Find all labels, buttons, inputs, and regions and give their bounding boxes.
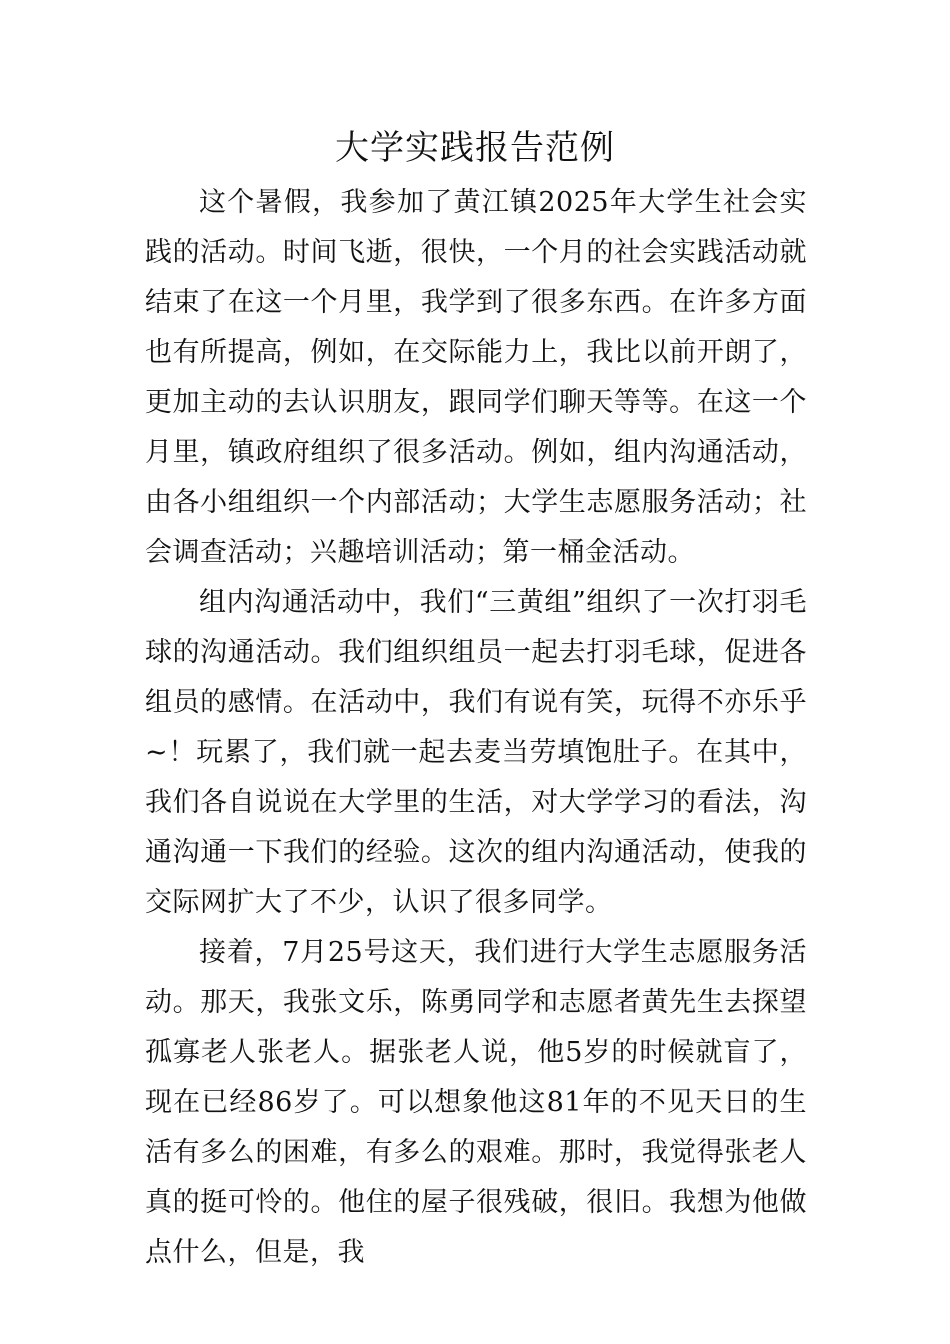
paragraph-3: 接着，7月25号这天，我们进行大学生志愿服务活动。那天，我张文乐，陈勇同学和志愿者黄先生去探望孤寡老人张老人。据张老人说，他5岁的时候就盲了，现在已经86岁了。可以想象他这81年的不见天日的生活有多么的困难，有多么的艰难。那时，我觉得张老人真的挺可怜的。他住的屋子很残破，很旧。我想为他做点什么，但是，我: [145, 937, 807, 1268]
document-body: [145, 178, 807, 1278]
document-title: 大学实践报告范例: [335, 128, 615, 168]
paragraph-2: 组内沟通活动中，我们“三黄组”组织了一次打羽毛球的沟通活动。我们组织组员一起去打羽毛球，促进各组员的感情。在活动中，我们有说有笑，玩得不亦乐乎~！玩累了，我们就一起去麦当劳填饱肚子。在其中，我们各自说说在大学里的生活，对大学学习的看法，沟通沟通一下我们的经验。这次的组内沟通活动，使我的交际网扩大了不少，认识了很多同学。: [145, 587, 807, 918]
paragraph-1: 这个暑假，我参加了黄江镇2025年大学生社会实践的活动。时间飞逝，很快，一个月的社会实践活动就结束了在这一个月里，我学到了很多东西。在许多方面也有所提高，例如，在交际能力上，我比以前开朗了，更加主动的去认识朋友，跟同学们聊天等等。在这一个月里，镇政府组织了很多活动。例如，组内沟通活动，由各小组组织一个内部活动；大学生志愿服务活动；社会调查活动；兴趣培训活动；第一桶金活动。: [145, 187, 807, 568]
